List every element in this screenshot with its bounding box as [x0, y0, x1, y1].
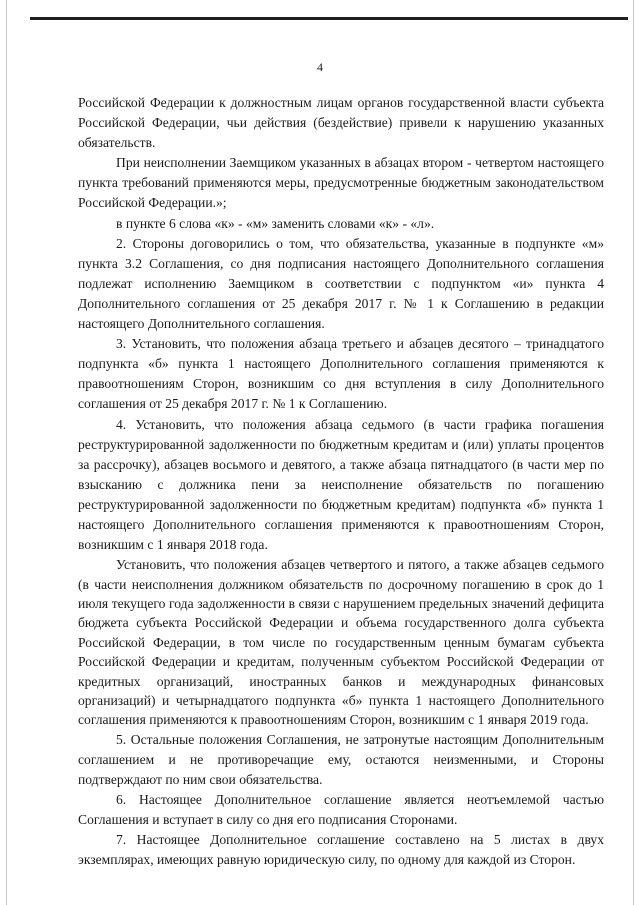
paragraph-clause-4-continued: Установить, что положения абзацев четвертого и пятого, а также абзацев седьмого (в части неисполнения должником обязательств по досрочному погашению в срок до 1 июля текущего года задолженности в связи с нарушением предельных значений дефицита бюджета субъекта Российской Федерации и объема государственного долга субъекта Российской Федерации, в том числе по государственным ценным бумагам субъекта Российской Федерации и кредитам, полученным субъектом Российской Федерации от кредитных организаций, иностранных банков и международных финансовых организаций) и четырнадцатого подпункта «б» пункта 1 настоящего Дополнительного соглашения применяются к правоотношениям Сторон, возникшим с 1 января 2019 года.: [78, 557, 604, 728]
paragraph-continuation: Российской Федерации к должностным лицам органов государственной власти субъекта Российской Федерации, чьи действия (бездействие) привели к нарушению указанных обязательств.: [78, 95, 604, 151]
paragraph-clause-2: 2. Стороны договорились о том, что обязательства, указанные в подпункте «м» пункта 3.2 Соглашения, со дня подписания настоящего Дополнительного соглашения подлежат исполнению Заемщиком в соответствии с подпунктом «и» пункта 4 Дополнительного соглашения от 25 декабря 2017 г. № 1 к Соглашению в редакции настоящего Дополнительного соглашения.: [78, 235, 604, 332]
paragraph-clause-5: 5. Остальные положения Соглашения, не затронутые настоящим Дополнительным соглашением и не противоречащие ему, остаются неизменными, и Стороны подтверждают по ним свои обязательства.: [78, 731, 604, 787]
paragraph-clause-7: 7. Настоящее Дополнительное соглашение составлено на 5 листах в двух экземплярах, имеющих равную юридическую силу, по одному для каждой из Сторон.: [78, 832, 604, 868]
paragraph-clause-3: 3. Установить, что положения абзаца третьего и абзацев десятого – тринадцатого подпункта «б» пункта 1 настоящего Дополнительного соглашения применяются к правоотношениям Сторон, возникшим со дня вступления в силу Дополнительного соглашения от 25 декабря 2017 г. № 1 к Соглашению.: [78, 336, 604, 412]
paragraph-noncompliance-measures: При неисполнении Заемщиком указанных в абзацах втором - четвертом настоящего пункта требований применяются меры, предусмотренные бюджетным законодательством Российской Федерации.»;: [78, 155, 604, 211]
header-rule: [30, 17, 628, 20]
document-body: [78, 93, 604, 870]
paragraph-point-6-amendment: в пункте 6 слова «к» - «м» заменить словами «к» - «л».: [116, 215, 435, 231]
paragraph-clause-6: 6. Настоящее Дополнительное соглашение является неотъемлемой частью Соглашения и вступает в силу со дня его подписания Сторонами.: [78, 792, 604, 828]
paragraph-clause-4: 4. Установить, что положения абзаца седьмого (в части графика погашения реструктурированной задолженности по бюджетным кредитам и (или) уплаты процентов за рассрочку), абзацев восьмого и девятого, а также абзаца пятнадцатого (в части мер по взысканию с должника пени за неисполнение обязательств по погашению реструктурированной задолженности по бюджетным кредитам) подпункта «б» пункта 1 настоящего Дополнительного соглашения применяются к правоотношениям Сторон, возникшим с 1 января 2018 года.: [78, 416, 604, 553]
scan-right-edge: [633, 0, 634, 905]
scan-left-edge: [6, 0, 7, 905]
page-number: 4: [317, 60, 323, 74]
